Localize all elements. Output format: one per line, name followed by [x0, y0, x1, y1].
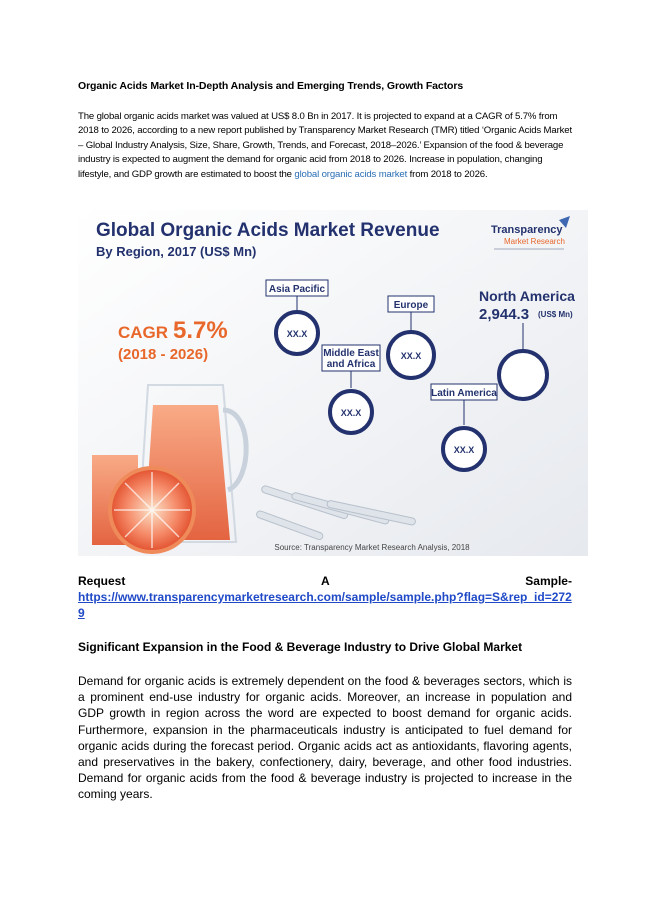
document-title: Organic Acids Market In-Depth Analysis and Emerging Trends, Growth Factors — [78, 80, 464, 92]
region-name-line2: and Africa — [326, 359, 376, 370]
infographic-subtitle: By Region, 2017 (US$ Mn) — [96, 244, 257, 259]
region-value: XX.X — [286, 329, 308, 339]
brand-tagline-bar — [494, 248, 564, 250]
region-name-line1: Middle East — [323, 348, 379, 359]
request-word: A — [320, 574, 330, 588]
cagr-period: (2018 - 2026) — [118, 346, 209, 363]
request-word: Request — [78, 574, 126, 588]
request-sample-line — [78, 573, 572, 589]
market-link[interactable]: global organic acids market — [294, 168, 408, 180]
intro-text-end: from 2018 to 2026. — [407, 168, 488, 180]
infographic-title: Global Organic Acids Market Revenue — [96, 220, 440, 241]
body-paragraph: Demand for organic acids is extremely dependent on the food & beverages sectors, which is a prominent end-use industry for organic acids. Moreover, an increase in population and GDP growth in region across the word are expected to boost demand for organic acids. Furthermore, expansion in the pharmaceuticals industry is anticipated to fuel demand for organic acids during the forecast period. Organic acids act as antioxidants, flavoring agents, and preservatives in the bakery, confectionery, dairy, beverage, and other food industries. Demand for organic acids from the food & beverage industry is projected to increase in the coming years. — [78, 674, 572, 802]
infographic-source: Source: Transparency Market Research Analysis, 2018 — [274, 543, 470, 552]
cagr-value: 5.7% — [173, 317, 228, 344]
section-heading: Significant Expansion in the Food & Beverage Industry to Drive Global Market — [78, 640, 523, 654]
region-europe — [388, 296, 434, 378]
brand-name: Transparency — [491, 224, 563, 236]
region-name: Asia Pacific — [268, 284, 326, 295]
region-value: XX.X — [340, 408, 362, 418]
market-infographic — [78, 210, 588, 556]
sample-request-link[interactable]: https://www.transparencymarketresearch.com/sample/sample.php?flag=S&rep_id=2729 — [78, 590, 572, 620]
region-name: Latin America — [431, 388, 497, 399]
intro-paragraph — [78, 110, 572, 182]
region-value: XX.X — [400, 351, 422, 361]
region-value: 2,944.3 — [479, 306, 530, 323]
region-name: North America — [479, 288, 575, 304]
infographic-canvas — [78, 210, 588, 556]
cagr-label: CAGR — [118, 323, 169, 342]
region-unit: (US$ Mn) — [538, 310, 573, 319]
brand-subname: Market Research — [504, 237, 565, 246]
request-word: Sample- — [525, 574, 572, 588]
region-name: Europe — [393, 300, 429, 311]
request-sample — [78, 573, 572, 621]
region-value: XX.X — [453, 445, 475, 455]
region-value-circle — [499, 351, 547, 399]
intro-text-start: The global organic acids market was valued at US$ 8.0 Bn in 2017. It is projected to expand at a CAGR of 5.7% from 2018 to 2026, according to a new report published by Transparency Market Research (TMR) titled ‘Organic Acids Market – Global Industry Analysis, Size, Share, Growth, Trends, and Forecast, 2018–2026.’ Expansion of the food & beverage industry is expected to augment the demand for organic acid from 2018 to 2026. Increase in population, changing lifestyle, and GDP growth are estimated to boost the — [78, 111, 572, 180]
